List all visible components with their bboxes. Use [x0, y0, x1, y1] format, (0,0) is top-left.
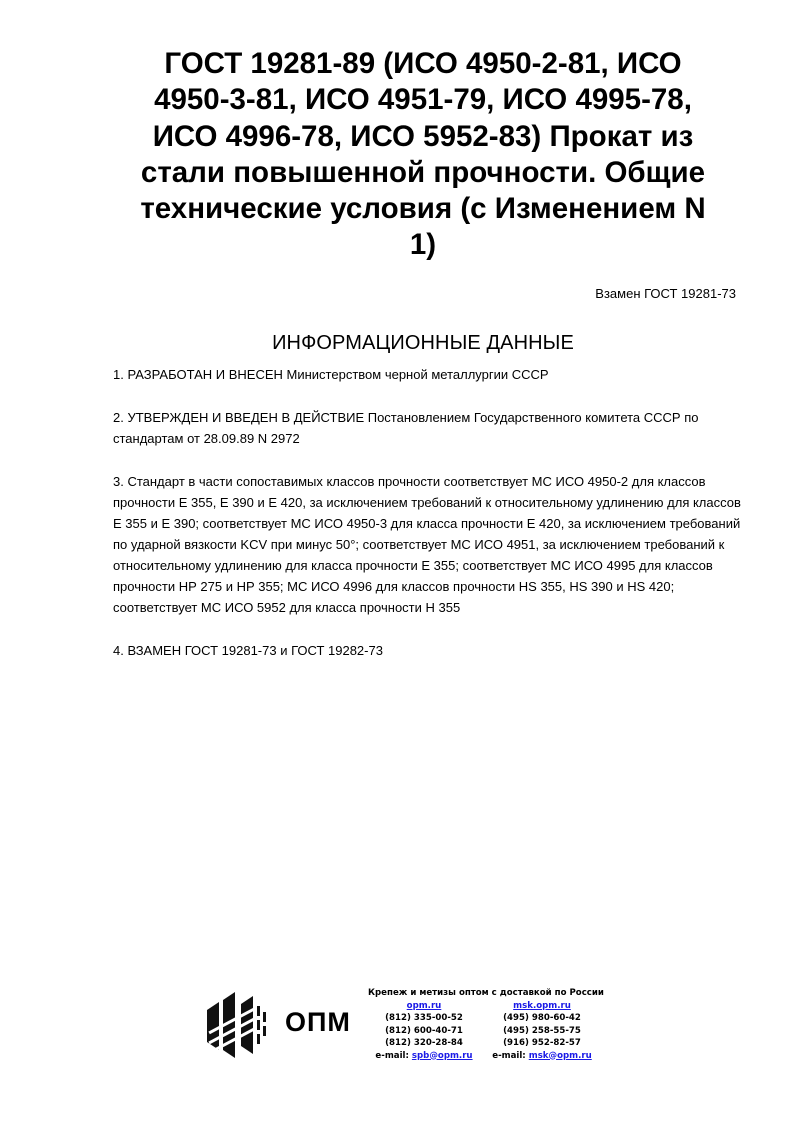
contacts-block [368, 987, 604, 1062]
info-item-3: 3. Стандарт в части сопоставимых классов прочности соответствует МС ИСО 4950-2 для классов прочности Е 355, Е 390 и Е 420, за исключением требований к относительному удлинению для классов Е 355 и Е 390; соответствует МС ИСО 4950-3 для класса прочности Е 420, за исключением требований по ударной вязкости KCV при минус 50°; соответствует МС ИСО 4951, за исключением требований к относительному удлинению для класса прочности Е 355; соответствует МС ИСО 4995 для классов прочности НР 275 и НР 355; МС ИСО 4996 для классов прочности HS 355, HS 390 и HS 420; соответствует МС ИСО 5952 для класса прочности Н 355 [113, 474, 741, 615]
spb-email-label: e-mail: [375, 1050, 409, 1061]
msk-email-link[interactable]: msk@opm.ru [528, 1050, 592, 1061]
title-line: технические условия (с Изменением N [140, 192, 706, 226]
info-item-1: 1. РАЗРАБОТАН И ВНЕСЕН Министерством черной металлургии СССР [113, 367, 549, 382]
title-line: стали повышенной прочности. Общие [140, 155, 706, 189]
spb-contacts [368, 1000, 480, 1063]
opm-logo-icon [205, 992, 271, 1058]
msk-phone: (916) 952-82-57 [503, 1038, 581, 1048]
spb-phone: (812) 600-40-71 [385, 1025, 463, 1036]
info-item-4: 4. ВЗАМЕН ГОСТ 19281-73 и ГОСТ 19282-73 [113, 643, 383, 658]
replaces-note: Взамен ГОСТ 19281-73 [595, 286, 736, 301]
footer-banner [205, 987, 605, 1067]
spb-email-link[interactable]: spb@opm.ru [411, 1050, 473, 1061]
title-line: ГОСТ 19281-89 (ИСО 4950-2-81, ИСО [164, 47, 682, 80]
info-item-2: 2. УТВЕРЖДЕН И ВВЕДЕН В ДЕЙСТВИЕ Постановлением Государственного комитета СССР по стандартам от 28.09.89 N 2972 [113, 410, 699, 446]
section-heading: ИНФОРМАЦИОННЫЕ ДАННЫЕ [272, 332, 574, 354]
title-line: 4950-3-81, ИСО 4951-79, ИСО 4995-78, [154, 83, 692, 117]
footer-tagline: Крепеж и метизы оптом с доставкой по России [368, 988, 604, 998]
msk-email-label: e-mail: [492, 1050, 526, 1061]
title-line: ИСО 4996-78, ИСО 5952-83) Прокат из [152, 119, 694, 153]
msk-phone: (495) 980-60-42 [503, 1013, 581, 1023]
title-line: 1) [409, 228, 437, 262]
document-title [110, 46, 736, 264]
spb-phone: (812) 335-00-52 [385, 1013, 463, 1023]
msk-site-link[interactable]: msk.opm.ru [513, 1000, 571, 1011]
spb-phone: (812) 320-28-84 [385, 1038, 463, 1048]
logo-text: ОПМ [285, 1007, 351, 1037]
info-items-list [113, 364, 741, 683]
msk-contacts [486, 1000, 598, 1063]
spb-site-link[interactable]: opm.ru [406, 1000, 442, 1011]
msk-phone: (495) 258-55-75 [503, 1025, 581, 1036]
